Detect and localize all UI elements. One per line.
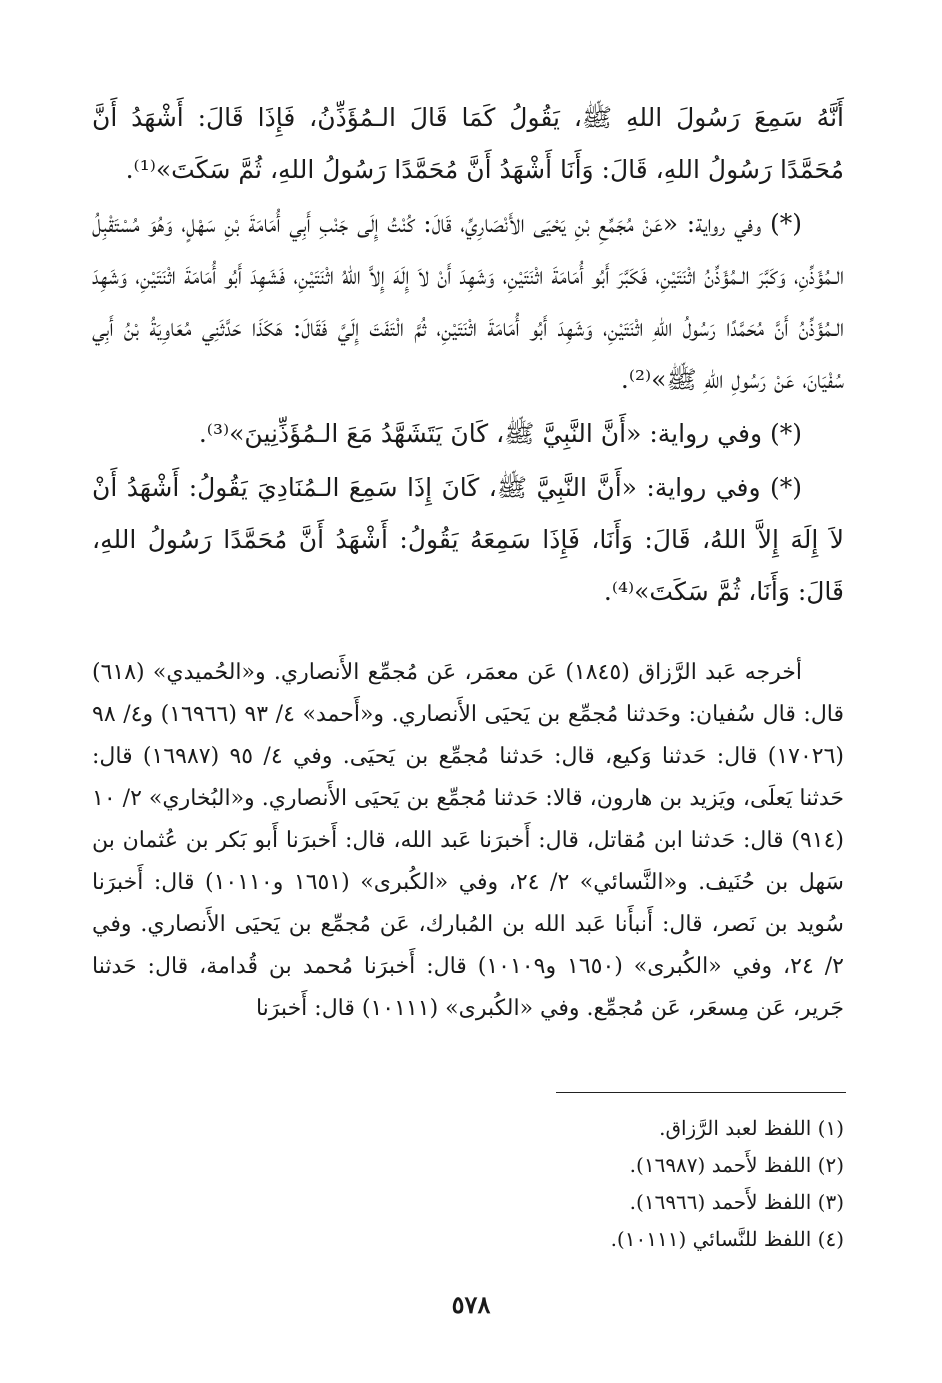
footnote-item: (٢) اللفظ لأَحمد (١٦٩٨٧). bbox=[629, 1153, 844, 1177]
footnote-item: (٣) اللفظ لأَحمد (١٦٩٦٦). bbox=[629, 1190, 844, 1214]
footnote-item: (٤) اللفظ للنَّسائي (١٠١١١). bbox=[610, 1227, 844, 1251]
footnote-divider bbox=[556, 1092, 846, 1093]
hadith-paragraph-2: (*) وفي رواية: «عَنْ مُجَمِّعِ بْنِ يَحْيَى الأَنْصَارِيِّ، قَالَ: كُنْتُ إِلَى جَنْبِ أَبِي أُمَامَةَ بْنِ سَهْلٍ، وَهُوَ مُسْتَقْبِلُ الـمُؤَذِّنِ، وَكَبَّرَ الـمُؤَذِّنُ اثْنَتَيْنِ، فَكَبَّرَ أَبُو أُمَامَةَ اثْنَتَيْنِ، وَشَهِدَ أَنْ لاَ إِلَهَ إِلاَّ اللهُ اثْنَتَيْنِ، فَشَهِدَ أَبُو أُمَامَةَ اثْنَتَيْنِ، وَشَهِدَ الـمُؤَذِّنُ أَنَّ مُحَمَّدًا رَسُولُ اللهِ اثْنَتَيْنِ، وَشَهِدَ أَبُو أُمَامَةَ اثْنَتَيْنِ، ثُمَّ الْتَفَتَ إِلَيَّ فَقَالَ: هَكَذَا حَدَّثَنِي مُعَاوِيَةُ بْنُ أَبِي سُفْيَانَ، عَنْ رَسُولِ اللهِ ﷺ»⁽²⁾. bbox=[92, 209, 844, 394]
takhrij-paragraph: أخرجه عَبد الرَّزاق (١٨٤٥) عَن معمَر، عَن مُجمِّع الأَنصاري. و«الحُميدي» (٦١٨) قال: قال سُفيان: وحَدثنا مُجمِّع بن يَحيَى الأَنصاري. و«أَحمد» ٤/ ٩٣ (١٦٩٦٦) و٤/ ٩٨ (١٧٠٢٦) قال: حَدثنا وَكيع، قال: حَدثنا مُجمِّع بن يَحيَى. وفي ٤/ ٩٥ (١٦٩٨٧) قال: حَدثنا يَعلَى، ويَزيد بن هارون، قالا: حَدثنا مُجمِّع بن يَحيَى الأَنصاري. و«البُخاري» ٢/ ١٠ (٩١٤) قال: حَدثنا ابن مُقاتل، قال: أَخبرَنا عَبد الله، قال: أَخبرَنا أَبو بَكر بن عُثمان بن سَهل بن حُنَيف. و«النَّسائي» ٢/ ٢٤، وفي «الكُبرى» (١٦٥١ و١٠١١٠) قال: أَخبرَنا سُويد بن نَصر، قال: أَنبأَنا عَبد الله بن المُبارك، عَن مُجمِّع بن يَحيَى الأَنصاري. وفي ٢/ ٢٤، وفي «الكُبرى» (١٦٥٠ و١٠١٠٩) قال: أَخبرَنا مُحمد بن قُدامة، قال: حَدثنا جَرير، عَن مِسعَر، عَن مُجمِّع. وفي «الكُبرى» (١٠١١١) قال: أَخبرَنا bbox=[92, 660, 845, 1021]
hadith-paragraph-4: (*) وفي رواية: «أَنَّ النَّبِيَّ ﷺ، كَانَ إِذَا سَمِعَ الـمُنَادِيَ يَقُولُ: أَشْهَدُ أَنْ لاَ إِلَهَ إِلاَّ اللهُ، قَالَ: وَأَنَا، فَإِذَا سَمِعَهُ يَقُولُ: أَشْهَدُ أَنَّ مُحَمَّدًا رَسُولُ اللهِ، قَالَ: وَأَنَا، ثُمَّ سَكَتَ»⁽⁴⁾. bbox=[92, 473, 844, 606]
footnote-item: (١) اللفظ لعبد الرَّزاق. bbox=[659, 1116, 844, 1140]
hadith-text-block bbox=[92, 92, 844, 618]
hadith-paragraph-1: أَنَّهُ سَمِعَ رَسُولَ اللهِ ﷺ، يَقُولُ كَمَا قَالَ الـمُؤَذِّنُ، فَإِذَا قَالَ: أَشْهَدُ أَنَّ مُحَمَّدًا رَسُولُ اللهِ، قَالَ: وَأَنَا أَشْهَدُ أَنَّ مُحَمَّدًا رَسُولُ اللهِ، ثُمَّ سَكَتَ»⁽¹⁾. bbox=[92, 103, 844, 184]
page-number: ٥٧٨ bbox=[451, 1290, 491, 1319]
hadith-paragraph-3: (*) وفي رواية: «أَنَّ النَّبِيَّ ﷺ، كَانَ يَتَشَهَّدُ مَعَ الـمُؤَذِّنِينَ»⁽³⁾. bbox=[198, 419, 802, 448]
footnotes-list bbox=[92, 1110, 844, 1258]
